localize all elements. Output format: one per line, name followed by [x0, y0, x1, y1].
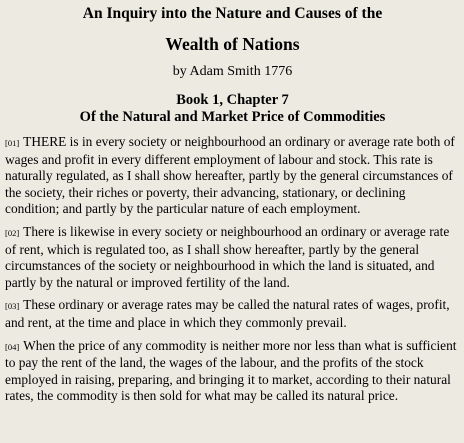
- author-line: by Adam Smith 1776: [172, 64, 293, 79]
- chapter-title: Of the Natural and Market Price of Commodities: [79, 109, 386, 125]
- paragraph-text: THERE is in every society or neighbourhood an ordinary or average rate both of wages and profit in every different employment of labour and stock. This rate is naturally regulated, as I shall show hereafter, partly by the general circumstances of the society, their riches or poverty, their advancing, stationary, or declining condition; and partly by the particular nature of each employment.: [5, 134, 455, 217]
- paragraph-03: [5, 297, 460, 331]
- book-chapter-heading: Book 1, Chapter 7: [176, 92, 289, 108]
- paragraph-text: These ordinary or average rates may be called the natural rates of wages, profit, and rent, at the time and place in which they commonly prevail.: [5, 297, 450, 330]
- paragraph-02: [5, 224, 460, 291]
- title-line-2: Wealth of Nations: [165, 34, 300, 54]
- paragraph-04: [5, 338, 460, 405]
- paragraph-text: There is likewise in every society or neighbourhood an ordinary or average rate of rent, which is regulated too, as I shall show hereafter, partly by the general circumstances of the society or neighbourhood in which the land is situated, and partly by the natural or improved fertility of the land.: [5, 223, 450, 290]
- paragraph-01: [5, 134, 460, 218]
- paragraph-number: [01]: [5, 138, 20, 148]
- title-line-1: An Inquiry into the Nature and Causes of the: [82, 5, 383, 22]
- paragraph-number: [03]: [5, 301, 20, 312]
- paragraph-text: When the price of any commodity is neither more nor less than what is sufficient to pay the rent of the land, the wages of the labour, and the profits of the stock employed in raising, preparing, and bringing it to market, according to their natural rates, the commodity is then sold for what may be called its natural price.: [5, 337, 457, 404]
- paragraph-number: [04]: [5, 341, 20, 352]
- paragraph-number: [02]: [5, 227, 20, 238]
